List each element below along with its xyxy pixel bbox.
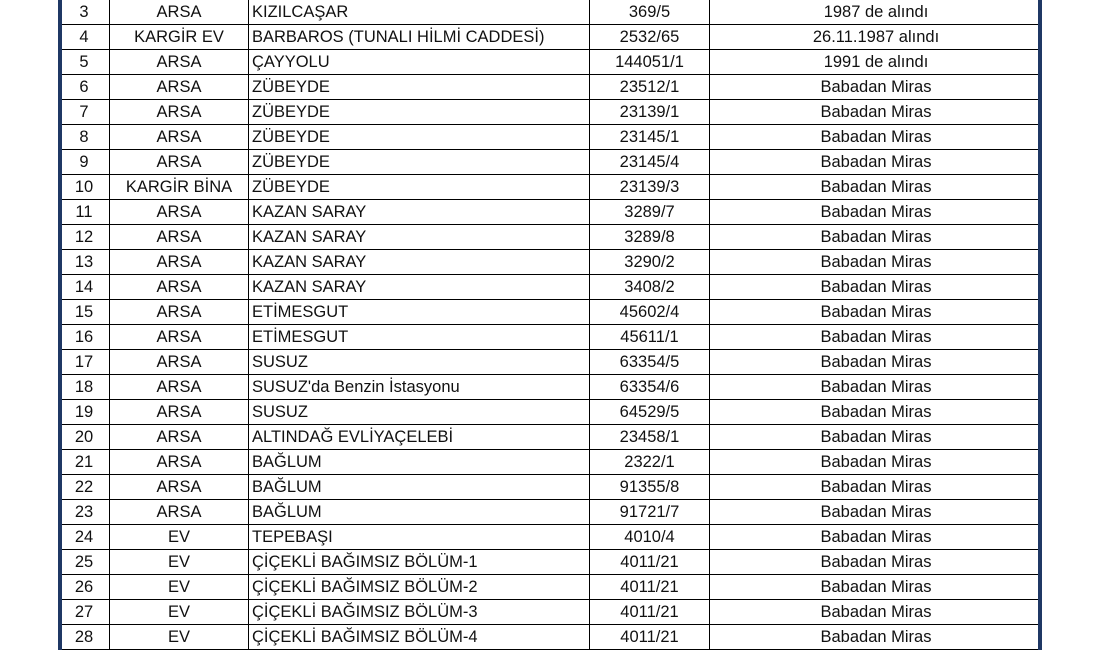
- property-type-cell: ARSA: [110, 450, 249, 475]
- acquisition-note-cell: Babadan Miras: [710, 400, 1043, 425]
- row-number-cell: 17: [59, 350, 110, 375]
- parcel-cell: 23145/4: [590, 150, 710, 175]
- row-number-cell: 23: [59, 500, 110, 525]
- property-type-cell: ARSA: [110, 50, 249, 75]
- location-cell: ÇİÇEKLİ BAĞIMSIZ BÖLÜM-4: [249, 625, 590, 650]
- acquisition-note-cell: 1987 de alındı: [710, 0, 1043, 25]
- row-number-cell: 5: [59, 50, 110, 75]
- table-row: [59, 525, 1043, 550]
- table-row: [59, 225, 1043, 250]
- location-cell: ZÜBEYDE: [249, 125, 590, 150]
- table-row: [59, 50, 1043, 75]
- parcel-cell: 3290/2: [590, 250, 710, 275]
- row-number-cell: 3: [59, 0, 110, 25]
- location-cell: ETİMESGUT: [249, 300, 590, 325]
- acquisition-note-cell: Babadan Miras: [710, 325, 1043, 350]
- parcel-cell: 4010/4: [590, 525, 710, 550]
- table-row: [59, 425, 1043, 450]
- property-type-cell: ARSA: [110, 375, 249, 400]
- location-cell: BAĞLUM: [249, 500, 590, 525]
- property-type-cell: ARSA: [110, 275, 249, 300]
- table-row: [59, 325, 1043, 350]
- location-cell: ZÜBEYDE: [249, 75, 590, 100]
- parcel-cell: 4011/21: [590, 600, 710, 625]
- document-frame: [58, 0, 1042, 650]
- property-type-cell: EV: [110, 575, 249, 600]
- property-table: [58, 0, 1042, 650]
- table-row: [59, 125, 1043, 150]
- row-number-cell: 9: [59, 150, 110, 175]
- property-type-cell: ARSA: [110, 225, 249, 250]
- parcel-cell: 91721/7: [590, 500, 710, 525]
- acquisition-note-cell: Babadan Miras: [710, 575, 1043, 600]
- property-type-cell: ARSA: [110, 250, 249, 275]
- location-cell: ZÜBEYDE: [249, 150, 590, 175]
- acquisition-note-cell: Babadan Miras: [710, 550, 1043, 575]
- row-number-cell: 14: [59, 275, 110, 300]
- location-cell: SUSUZ'da Benzin İstasyonu: [249, 375, 590, 400]
- parcel-cell: 369/5: [590, 0, 710, 25]
- acquisition-note-cell: Babadan Miras: [710, 75, 1043, 100]
- table-row: [59, 0, 1043, 25]
- acquisition-note-cell: Babadan Miras: [710, 200, 1043, 225]
- acquisition-note-cell: Babadan Miras: [710, 100, 1043, 125]
- property-type-cell: ARSA: [110, 300, 249, 325]
- table-row: [59, 350, 1043, 375]
- acquisition-note-cell: Babadan Miras: [710, 275, 1043, 300]
- property-type-cell: ARSA: [110, 0, 249, 25]
- row-number-cell: 26: [59, 575, 110, 600]
- location-cell: ETİMESGUT: [249, 325, 590, 350]
- parcel-cell: 23139/3: [590, 175, 710, 200]
- acquisition-note-cell: Babadan Miras: [710, 250, 1043, 275]
- location-cell: BAĞLUM: [249, 450, 590, 475]
- parcel-cell: 4011/21: [590, 550, 710, 575]
- location-cell: KAZAN SARAY: [249, 250, 590, 275]
- parcel-cell: 91355/8: [590, 475, 710, 500]
- table-row: [59, 550, 1043, 575]
- row-number-cell: 24: [59, 525, 110, 550]
- property-type-cell: ARSA: [110, 75, 249, 100]
- property-type-cell: ARSA: [110, 475, 249, 500]
- table-row: [59, 450, 1043, 475]
- property-type-cell: EV: [110, 525, 249, 550]
- row-number-cell: 6: [59, 75, 110, 100]
- parcel-cell: 23458/1: [590, 425, 710, 450]
- acquisition-note-cell: Babadan Miras: [710, 475, 1043, 500]
- acquisition-note-cell: Babadan Miras: [710, 525, 1043, 550]
- table-row: [59, 75, 1043, 100]
- property-type-cell: ARSA: [110, 400, 249, 425]
- acquisition-note-cell: Babadan Miras: [710, 500, 1043, 525]
- acquisition-note-cell: Babadan Miras: [710, 350, 1043, 375]
- parcel-cell: 3289/8: [590, 225, 710, 250]
- property-type-cell: KARGİR BİNA: [110, 175, 249, 200]
- row-number-cell: 18: [59, 375, 110, 400]
- table-row: [59, 100, 1043, 125]
- acquisition-note-cell: Babadan Miras: [710, 150, 1043, 175]
- acquisition-note-cell: Babadan Miras: [710, 450, 1043, 475]
- parcel-cell: 4011/21: [590, 575, 710, 600]
- table-row: [59, 250, 1043, 275]
- table-row: [59, 475, 1043, 500]
- location-cell: KAZAN SARAY: [249, 225, 590, 250]
- table-row: [59, 275, 1043, 300]
- row-number-cell: 16: [59, 325, 110, 350]
- acquisition-note-cell: Babadan Miras: [710, 225, 1043, 250]
- property-type-cell: ARSA: [110, 200, 249, 225]
- acquisition-note-cell: 26.11.1987 alındı: [710, 25, 1043, 50]
- table-row: [59, 150, 1043, 175]
- row-number-cell: 20: [59, 425, 110, 450]
- table-row: [59, 300, 1043, 325]
- acquisition-note-cell: Babadan Miras: [710, 625, 1043, 650]
- property-type-cell: EV: [110, 550, 249, 575]
- row-number-cell: 10: [59, 175, 110, 200]
- property-type-cell: EV: [110, 625, 249, 650]
- location-cell: KAZAN SARAY: [249, 275, 590, 300]
- location-cell: BAĞLUM: [249, 475, 590, 500]
- property-type-cell: KARGİR EV: [110, 25, 249, 50]
- parcel-cell: 3289/7: [590, 200, 710, 225]
- location-cell: ZÜBEYDE: [249, 100, 590, 125]
- row-number-cell: 25: [59, 550, 110, 575]
- location-cell: TEPEBAŞI: [249, 525, 590, 550]
- parcel-cell: 63354/5: [590, 350, 710, 375]
- table-row: [59, 625, 1043, 650]
- property-type-cell: EV: [110, 600, 249, 625]
- parcel-cell: 23145/1: [590, 125, 710, 150]
- location-cell: ÇAYYOLU: [249, 50, 590, 75]
- row-number-cell: 19: [59, 400, 110, 425]
- property-table-body: [59, 0, 1043, 650]
- parcel-cell: 3408/2: [590, 275, 710, 300]
- property-type-cell: ARSA: [110, 350, 249, 375]
- parcel-cell: 2532/65: [590, 25, 710, 50]
- table-row: [59, 25, 1043, 50]
- row-number-cell: 13: [59, 250, 110, 275]
- location-cell: KIZILCAŞAR: [249, 0, 590, 25]
- table-row: [59, 400, 1043, 425]
- property-type-cell: ARSA: [110, 125, 249, 150]
- table-row: [59, 375, 1043, 400]
- table-row: [59, 600, 1043, 625]
- acquisition-note-cell: Babadan Miras: [710, 125, 1043, 150]
- parcel-cell: 4011/21: [590, 625, 710, 650]
- property-type-cell: ARSA: [110, 500, 249, 525]
- row-number-cell: 27: [59, 600, 110, 625]
- acquisition-note-cell: Babadan Miras: [710, 600, 1043, 625]
- location-cell: KAZAN SARAY: [249, 200, 590, 225]
- acquisition-note-cell: Babadan Miras: [710, 375, 1043, 400]
- parcel-cell: 64529/5: [590, 400, 710, 425]
- property-type-cell: ARSA: [110, 150, 249, 175]
- row-number-cell: 4: [59, 25, 110, 50]
- location-cell: BARBAROS (TUNALI HİLMİ CADDESİ): [249, 25, 590, 50]
- table-row: [59, 200, 1043, 225]
- parcel-cell: 45611/1: [590, 325, 710, 350]
- row-number-cell: 21: [59, 450, 110, 475]
- location-cell: ÇİÇEKLİ BAĞIMSIZ BÖLÜM-1: [249, 550, 590, 575]
- location-cell: ALTINDAĞ EVLİYAÇELEBİ: [249, 425, 590, 450]
- row-number-cell: 11: [59, 200, 110, 225]
- parcel-cell: 45602/4: [590, 300, 710, 325]
- row-number-cell: 15: [59, 300, 110, 325]
- acquisition-note-cell: 1991 de alındı: [710, 50, 1043, 75]
- row-number-cell: 22: [59, 475, 110, 500]
- row-number-cell: 8: [59, 125, 110, 150]
- acquisition-note-cell: Babadan Miras: [710, 425, 1043, 450]
- table-row: [59, 500, 1043, 525]
- parcel-cell: 63354/6: [590, 375, 710, 400]
- row-number-cell: 7: [59, 100, 110, 125]
- location-cell: SUSUZ: [249, 400, 590, 425]
- property-type-cell: ARSA: [110, 425, 249, 450]
- table-row: [59, 575, 1043, 600]
- property-type-cell: ARSA: [110, 100, 249, 125]
- property-type-cell: ARSA: [110, 325, 249, 350]
- parcel-cell: 144051/1: [590, 50, 710, 75]
- location-cell: SUSUZ: [249, 350, 590, 375]
- acquisition-note-cell: Babadan Miras: [710, 300, 1043, 325]
- acquisition-note-cell: Babadan Miras: [710, 175, 1043, 200]
- row-number-cell: 12: [59, 225, 110, 250]
- parcel-cell: 23139/1: [590, 100, 710, 125]
- parcel-cell: 2322/1: [590, 450, 710, 475]
- row-number-cell: 28: [59, 625, 110, 650]
- location-cell: ÇİÇEKLİ BAĞIMSIZ BÖLÜM-2: [249, 575, 590, 600]
- location-cell: ZÜBEYDE: [249, 175, 590, 200]
- location-cell: ÇİÇEKLİ BAĞIMSIZ BÖLÜM-3: [249, 600, 590, 625]
- parcel-cell: 23512/1: [590, 75, 710, 100]
- table-row: [59, 175, 1043, 200]
